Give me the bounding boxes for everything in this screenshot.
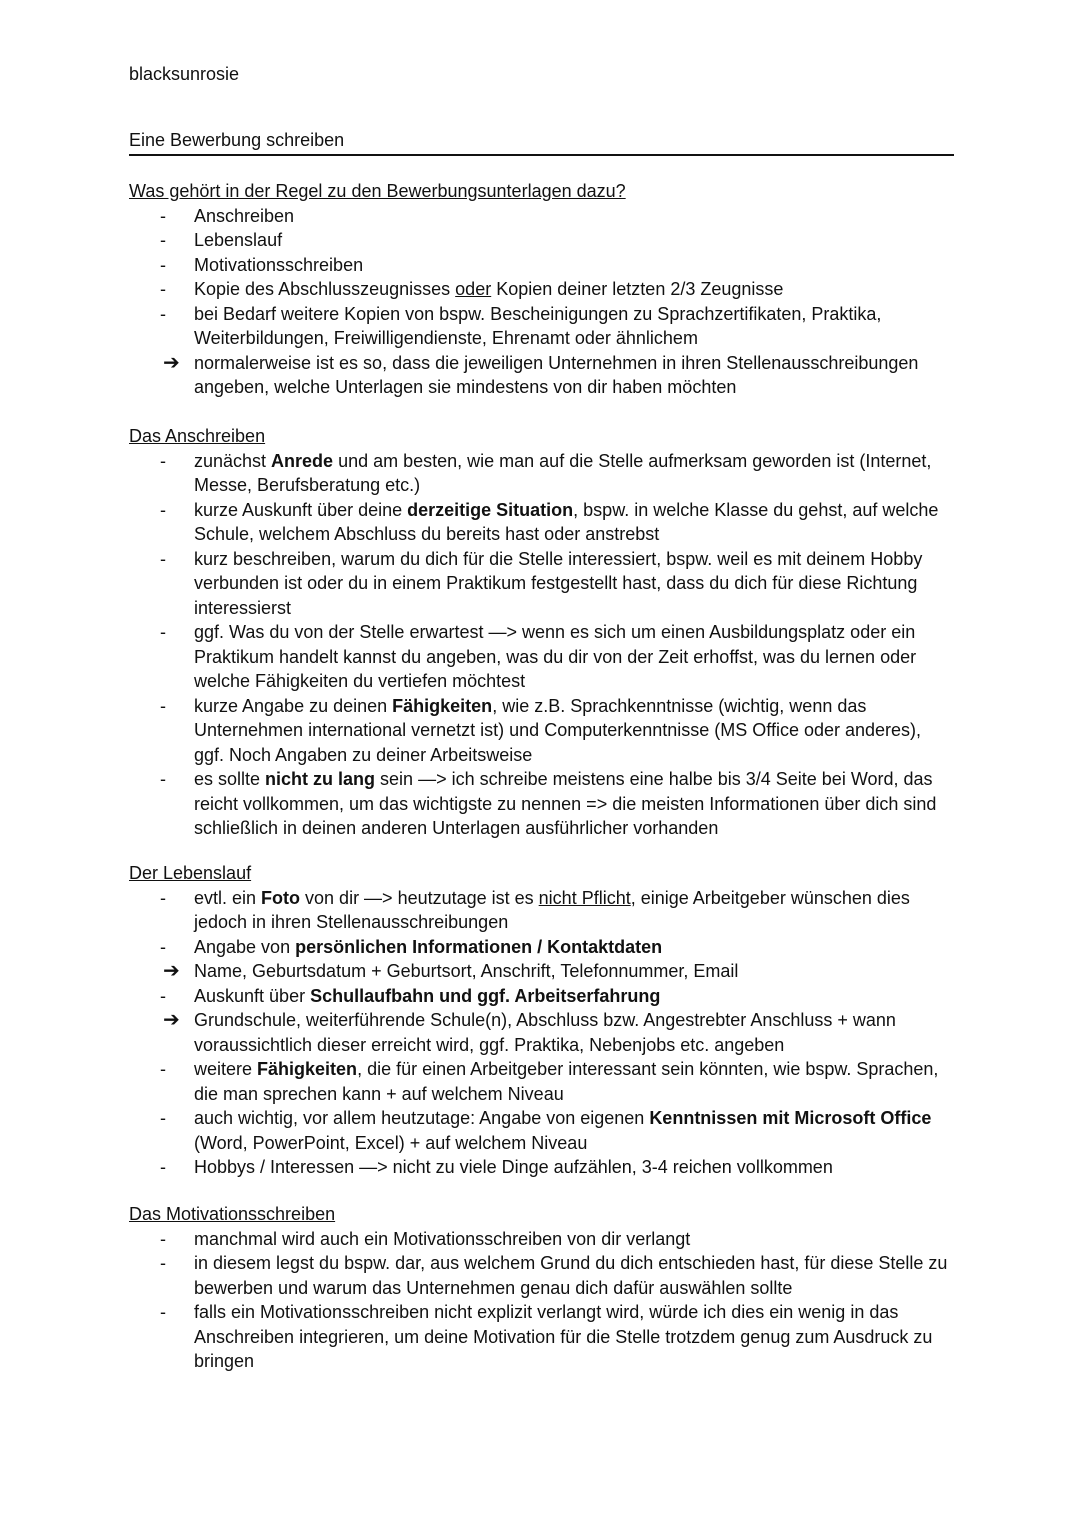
emphasis-text: persönlichen Informationen / Kontaktdaten — [295, 936, 663, 957]
item-text: ggf. Was du von der Stelle erwartest —> wenn es sich um einen Ausbildungsplatz oder ein Praktikum handelt kannst du angeben, was du dir von der Zeit erhoffst, was du lernen oder welche Fähigkeiten du vertiefen möchtest — [194, 622, 917, 691]
emphasis-text: Schullaufbahn und ggf. Arbeitserfahrung — [310, 985, 661, 1006]
item-text: normalerweise ist es so, dass die jeweiligen Unternehmen in ihren Stellenausschreibungen angeben, welche Unterlagen sie mindestens von dir haben möchten — [194, 352, 919, 397]
dash-bullet-icon: - — [160, 887, 166, 908]
list-item — [129, 302, 954, 351]
item-text: (Word, PowerPoint, Excel) + auf welchem Niveau — [194, 1132, 588, 1153]
bullet-list — [129, 449, 954, 841]
dash-bullet-icon: - — [160, 279, 166, 299]
item-text: sein —> ich schreibe meistens eine halbe bis 3/4 Seite bei Word, das reicht vollkommen, um das wichtigste zu nennen => die meisten Informationen über dich sind schließlich in deinen anderen Unterlagen ausführlicher vorhanden — [194, 769, 937, 838]
dash-bullet-icon: - — [160, 450, 166, 471]
section-heading: Das Motivationsschreiben — [129, 1204, 336, 1224]
emphasis-text: Foto — [261, 887, 301, 908]
item-text: Kopie des Abschlusszeugnisses — [194, 279, 456, 299]
item-text: , bspw. in welche Klasse du gehst, auf welche Schule, welchem Abschluss du bereits hast oder anstrebst — [194, 499, 939, 544]
item-text: , einige Arbeitgeber wünschen dies jedoch in ihren Stellenausschreibungen — [194, 887, 910, 932]
list-item — [129, 204, 954, 229]
emphasis-text: Fähigkeiten — [257, 1059, 358, 1079]
list-item — [129, 620, 954, 694]
dash-bullet-icon: - — [160, 1059, 166, 1079]
item-text: Grundschule, weiterführende Schule(n), Abschluss bzw. Angestrebter Anschluss + wann voraussichtlich dieser erreicht wird, ggf. Praktika, Nebenjobs etc. angeben — [194, 1010, 896, 1055]
dash-bullet-icon: - — [160, 936, 166, 957]
list-item — [129, 1008, 954, 1057]
item-text: manchmal wird auch ein Motivationsschreiben von dir verlangt — [194, 1228, 691, 1249]
title-divider — [129, 154, 954, 156]
emphasis-text: derzeitige Situation — [407, 499, 574, 520]
list-item — [129, 547, 954, 621]
list-item — [129, 449, 954, 498]
dash-bullet-icon: - — [160, 254, 166, 275]
dash-bullet-icon: - — [160, 230, 166, 250]
section-motivationsschreiben — [129, 1202, 954, 1374]
item-text: Name, Geburtsdatum + Geburtsort, Anschrift, Telefonnummer, Email — [194, 961, 739, 981]
list-item — [129, 767, 954, 841]
dash-bullet-icon: - — [160, 499, 166, 520]
list-item — [129, 694, 954, 768]
section-heading: Der Lebenslauf — [129, 863, 252, 883]
emphasis-text: Fähigkeiten — [392, 695, 493, 716]
underlined-text: oder — [455, 279, 492, 299]
arrow-bullet-icon: ➔ — [163, 351, 180, 374]
item-text: Lebenslauf — [194, 230, 283, 250]
emphasis-text: nicht zu lang — [265, 769, 376, 789]
item-text: es sollte — [194, 769, 266, 789]
list-item — [129, 1155, 954, 1180]
item-text: Kopien deiner letzten 2/3 Zeugnisse — [491, 279, 784, 299]
dash-bullet-icon: - — [160, 548, 166, 569]
item-text: Anschreiben — [194, 205, 295, 226]
item-text: Motivationsschreiben — [194, 254, 364, 275]
list-item — [129, 1106, 954, 1155]
section-lebenslauf — [129, 861, 954, 1180]
item-text: kurz beschreiben, warum du dich für die Stelle interessiert, bspw. weil es mit deinem Hobby verbunden ist oder du in einem Praktikum festgestellt hast, dass du dich für diese Richtung interessierst — [194, 548, 923, 618]
list-item — [129, 959, 954, 984]
underlined-text: nicht Pflicht — [538, 887, 631, 908]
section-heading: Was gehört in der Regel zu den Bewerbungsunterlagen dazu? — [129, 181, 626, 201]
dash-bullet-icon: - — [160, 1108, 166, 1128]
author-name: blacksunrosie — [129, 64, 240, 84]
item-text: kurze Angabe zu deinen — [194, 695, 393, 716]
dash-bullet-icon: - — [160, 1253, 166, 1273]
dash-bullet-icon: - — [160, 769, 166, 789]
emphasis-text: Kenntnissen mit Microsoft Office — [649, 1108, 932, 1128]
item-text: falls ein Motivationsschreiben nicht explizit verlangt wird, würde ich dies ein wenig in das Anschreiben integrieren, um deine Motivation für die Stelle trotzdem genug zum Ausdruck zu bringen — [194, 1302, 933, 1371]
emphasis-text: Anrede — [271, 450, 334, 471]
list-item — [129, 935, 954, 960]
bullet-list — [129, 886, 954, 1180]
dash-bullet-icon: - — [160, 1228, 166, 1249]
list-item — [129, 1227, 954, 1252]
item-text: bei Bedarf weitere Kopien von bspw. Bescheinigungen zu Sprachzertifikaten, Praktika, Weiterbildungen, Freiwilligendienste, Ehrenamt oder ähnlichem — [194, 303, 882, 348]
dash-bullet-icon: - — [160, 985, 166, 1006]
bullet-list — [129, 204, 954, 400]
item-text: in diesem legst du bspw. dar, aus welchem Grund du dich entschieden hast, für diese Stelle zu bewerben und warum das Unternehmen genau dich dafür auswählen sollte — [194, 1253, 948, 1298]
page-title: Eine Bewerbung schreiben — [129, 130, 345, 150]
item-text: Auskunft über — [194, 985, 311, 1006]
list-item — [129, 1300, 954, 1374]
arrow-bullet-icon: ➔ — [163, 960, 180, 982]
dash-bullet-icon: - — [160, 695, 166, 716]
list-item — [129, 1057, 954, 1106]
section-anschreiben — [129, 424, 954, 841]
item-text: , die für einen Arbeitgeber interessant sein könnten, wie bspw. Sprachen, die man sprechen kann + auf welchem Niveau — [194, 1059, 939, 1104]
dash-bullet-icon: - — [160, 1302, 166, 1322]
item-text: weitere — [194, 1059, 258, 1079]
dash-bullet-icon: - — [160, 303, 166, 324]
item-text: zunächst — [194, 450, 272, 471]
item-text: , wie z.B. Sprachkenntnisse (wichtig, wenn das Unternehmen international vernetzt ist) und Computerkenntnisse (MS Office oder anderes), ggf. Noch Angaben zu deiner Arbeitsweise — [194, 695, 922, 765]
item-text: auch wichtig, vor allem heutzutage: Angabe von eigenen — [194, 1108, 650, 1128]
list-item — [129, 228, 954, 253]
list-item — [129, 253, 954, 278]
arrow-bullet-icon: ➔ — [163, 1009, 180, 1031]
section-heading: Das Anschreiben — [129, 426, 266, 446]
item-text: von dir —> heutzutage ist es — [300, 887, 539, 908]
list-item — [129, 351, 954, 400]
list-item — [129, 277, 954, 302]
dash-bullet-icon: - — [160, 622, 166, 642]
bullet-list — [129, 1227, 954, 1374]
item-text: Hobbys / Interessen —> nicht zu viele Dinge aufzählen, 3-4 reichen vollkommen — [194, 1157, 833, 1177]
item-text: kurze Auskunft über deine — [194, 499, 408, 520]
dash-bullet-icon: - — [160, 1157, 166, 1177]
list-item — [129, 984, 954, 1009]
dash-bullet-icon: - — [160, 205, 166, 226]
list-item — [129, 498, 954, 547]
item-text: und am besten, wie man auf die Stelle aufmerksam geworden ist (Internet, Messe, Berufsberatung etc.) — [194, 450, 932, 495]
section-unterlagen — [129, 179, 954, 400]
list-item — [129, 1251, 954, 1300]
item-text: Angabe von — [194, 936, 296, 957]
list-item — [129, 886, 954, 935]
item-text: evtl. ein — [194, 887, 262, 908]
